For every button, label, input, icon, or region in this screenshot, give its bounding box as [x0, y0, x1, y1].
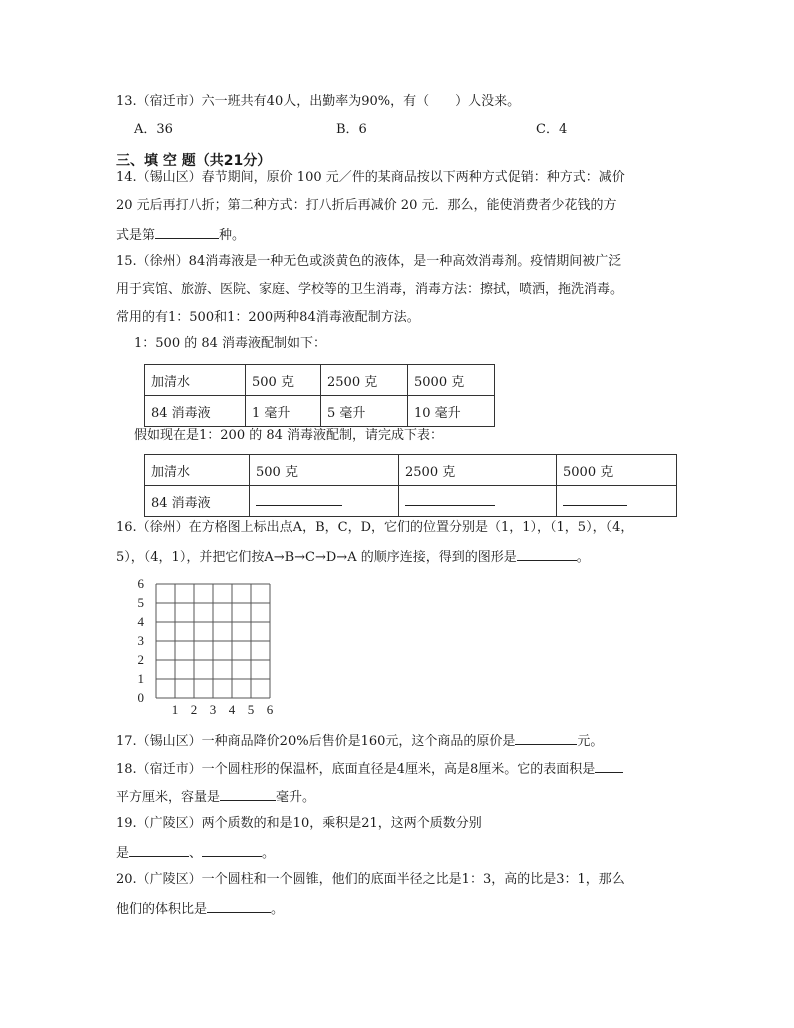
q17-answer-blank[interactable]	[515, 730, 577, 745]
q14-line3	[116, 224, 245, 246]
q20-answer-blank[interactable]	[207, 898, 271, 913]
table-cell: 2500 克	[399, 455, 557, 486]
q18-area-blank[interactable]	[595, 758, 623, 773]
table-cell: 加清水	[145, 455, 250, 486]
q13-option-b: B．6	[336, 122, 367, 137]
q18-line1-pre: 18.（宿迁市）一个圆柱形的保温杯，底面直径是4厘米，高是8厘米。它的表面积是	[116, 762, 596, 777]
y-tick-label: 4	[137, 614, 144, 629]
answer-cell[interactable]	[399, 486, 557, 517]
q14-line2: 20 元后再打八折；第二种方式：打八折后再减价 20 元．那么，能使消费者少花钱的方	[116, 198, 617, 213]
q15-table2-caption: 假如现在是1：200 的 84 消毒液配制，请完成下表：	[134, 428, 444, 443]
q19-answer-blank-1[interactable]	[129, 842, 189, 857]
q20-line2-post: 。	[271, 902, 285, 917]
q19-line1: 19.（广陵区）两个质数的和是10，乘积是21，这两个质数分别	[116, 816, 482, 831]
x-tick-label: 2	[190, 702, 198, 717]
grid-lines	[156, 584, 270, 698]
table-cell: 10 毫升	[408, 396, 495, 427]
q15-table2	[144, 454, 677, 517]
q15-line2: 用于宾馆、旅游、医院、家庭、学校等的卫生消毒，消毒方法：擦拭，喷洒，拖洗消毒。	[116, 282, 624, 297]
table-row	[145, 455, 677, 486]
q15-line1: 15.（徐州）84消毒液是一种无色或淡黄色的液体，是一种高效消毒剂。疫情期间被广泛	[116, 254, 622, 269]
q19-line2-pre: 是	[116, 846, 130, 861]
section-title: 三、填 空 题（共21分）	[116, 153, 272, 169]
x-tick-label: 4	[228, 702, 236, 717]
q19-answer-blank-2[interactable]	[202, 842, 262, 857]
q16-answer-blank[interactable]	[517, 546, 577, 561]
table-row	[145, 365, 495, 396]
q19-line2	[116, 842, 275, 864]
table-row	[145, 486, 677, 517]
table-cell: 1 毫升	[246, 396, 321, 427]
q18-line1	[116, 758, 623, 780]
q17-pre: 17.（锡山区）一种商品降价20%后售价是160元，这个商品的原价是	[116, 734, 516, 749]
q13-option-c: C．4	[536, 122, 568, 137]
table-cell: 5 毫升	[321, 396, 408, 427]
q13-text: 13.（宿迁市）六一班共有40人，出勤率为90%，有（ ）人没来。	[116, 94, 521, 109]
q14-line1: 14.（锡山区）春节期间，原价 100 元／件的某商品按以下两种方式促销：种方式：减价	[116, 170, 625, 185]
q18-line2-post: 毫升。	[276, 790, 316, 805]
q16-line2	[116, 546, 590, 568]
y-tick-label: 6	[137, 576, 144, 591]
table-cell: 500 克	[250, 455, 399, 486]
table-cell: 5000 克	[408, 365, 495, 396]
x-tick-label: 3	[209, 702, 217, 717]
y-tick-label: 2	[137, 652, 144, 667]
q14-answer-blank[interactable]	[155, 224, 219, 239]
answer-cell[interactable]	[250, 486, 399, 517]
table-row	[145, 396, 495, 427]
y-tick-label: 1	[137, 671, 144, 686]
y-tick-label: 5	[137, 595, 144, 610]
q19-line2-mid: 、	[189, 846, 203, 861]
q14-line3-pre: 式是第	[116, 228, 156, 243]
q18-line2	[116, 786, 315, 808]
q17-line	[116, 730, 603, 752]
q18-volume-blank[interactable]	[220, 786, 276, 801]
x-tick-label: 6	[266, 702, 274, 717]
q16-line2-post: 。	[576, 550, 590, 565]
answer-cell[interactable]	[557, 486, 677, 517]
table-cell: 2500 克	[321, 365, 408, 396]
q16-line2-pre: 5），（4，1），并把它们按A→B→C→D→A 的顺序连接，得到的图形是	[116, 550, 517, 565]
q17-post: 元。	[577, 734, 604, 749]
q18-line2-pre: 平方厘米，容量是	[116, 790, 221, 805]
q20-line2-pre: 他们的体积比是	[116, 902, 208, 917]
q16-line1: 16.（徐州）在方格图上标出点A，B，C，D，它们的位置分别是（1，1），（1，5），（4，	[116, 520, 634, 535]
x-tick-label: 1	[171, 702, 179, 717]
table-cell: 500 克	[246, 365, 321, 396]
table-cell: 84 消毒液	[145, 396, 246, 427]
y-tick-label: 0	[137, 690, 144, 705]
q15-line3: 常用的有1：500和1：200两种84消毒液配制方法。	[116, 310, 420, 325]
q15-table1-caption: 1：500 的 84 消毒液配制如下：	[134, 336, 327, 351]
q19-line2-post: 。	[262, 846, 276, 861]
x-tick-label: 5	[247, 702, 255, 717]
table-cell: 加清水	[145, 365, 246, 396]
y-tick-label: 3	[137, 633, 144, 648]
q15-table1	[144, 364, 495, 427]
table-cell: 84 消毒液	[145, 486, 250, 517]
coordinate-grid[interactable]	[130, 572, 290, 720]
q20-line1: 20.（广陵区）一个圆柱和一个圆锥，他们的底面半径之比是1：3，高的比是3：1，那么	[116, 872, 625, 887]
q14-line3-post: 种。	[219, 228, 246, 243]
table-cell: 5000 克	[557, 455, 677, 486]
q13-option-a: A．36	[134, 122, 173, 137]
q20-line2	[116, 898, 284, 920]
